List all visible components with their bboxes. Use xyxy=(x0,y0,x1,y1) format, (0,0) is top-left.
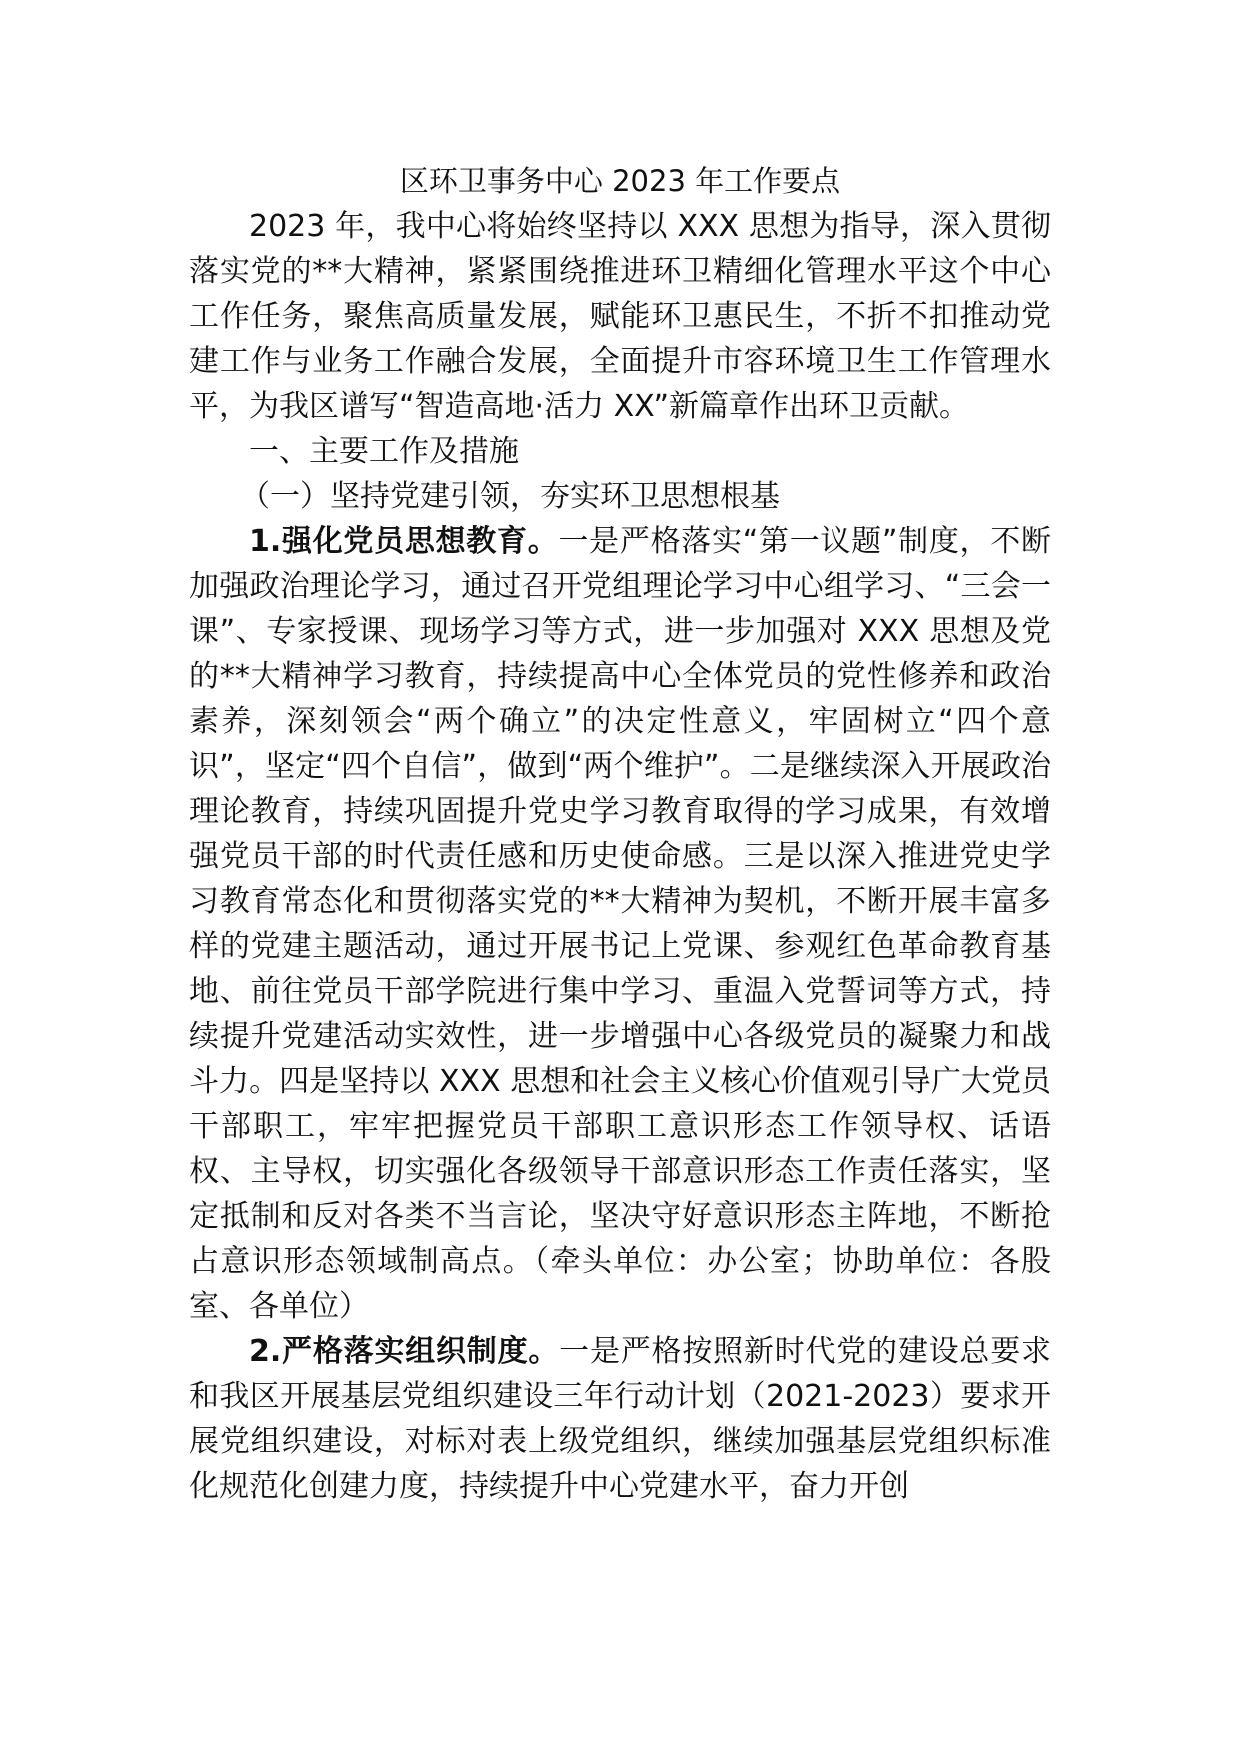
subsection-heading-party-building: （一）坚持党建引领，夯实环卫思想根基 xyxy=(240,479,780,514)
work-item-lead: 1.强化党员思想教育。 xyxy=(249,524,559,559)
work-item-paragraph xyxy=(189,1329,1051,1509)
work-item-paragraph xyxy=(189,519,1051,1329)
intro-paragraph: 2023 年，我中心将始终坚持以 XXX 思想为指导，深入贯彻落实党的**大精神，紧紧围绕推进环卫精细化管理水平这个中心工作任务，聚焦高质量发展，赋能环卫惠民生，不折不扣推动党建工作与业务工作融合发展，全面提升市容环境卫生工作管理水平，为我区谱写“智造高地·活力 XX”新篇章作出环卫贡献。 xyxy=(189,209,1051,424)
work-item-body: 一是严格落实“第一议题”制度，不断加强政治理论学习，通过召开党组理论学习中心组学习、“三会一课”、专家授课、现场学习等方式，进一步加强对 XXX 思想及党的**大精神学习教育，持续提高中心全体党员的党性修养和政治素养，深刻领会“两个确立”的决定性意义，牢固树立“四个意识”，坚定“四个自信”，做到“两个维护”。二是继续深入开展政治理论教育，持续巩固提升党史学习教育取得的学习成果，有效增强党员干部的时代责任感和历史使命感。三是以深入推进党史学习教育常态化和贯彻落实党的**大精神为契机，不断开展丰富多样的党建主题活动，通过开展书记上党课、参观红色革命教育基地、前往党员干部学院进行集中学习、重温入党誓词等方式，持续提升党建活动实效性，进一步增强中心各级党员的凝聚力和战斗力。四是坚持以 XXX 思想和社会主义核心价值观引导广大党员干部职工，牢牢把握党员干部职工意识形态工作领导权、话语权、主导权，切实强化各级领导干部意识形态工作责任落实，坚定抵制和反对各类不当言论，坚决守好意识形态主阵地，不断抢占意识形态领域制高点。（牵头单位：办公室；协助单位：各股室、各单位） xyxy=(189,524,1051,1324)
section-heading-main-work: 一、主要工作及措施 xyxy=(249,434,519,469)
work-item-body: 一是严格按照新时代党的建设总要求和我区开展基层党组织建设三年行动计划（2021-2023）要求开展党组织建设，对标对表上级党组织，继续加强基层党组织标准化规范化创建力度，持续提升中心党建水平，奋力开创 xyxy=(189,1334,1052,1504)
document-title: 区环卫事务中心 2023 年工作要点 xyxy=(399,164,841,198)
document-page xyxy=(189,158,1051,1509)
work-item-lead: 2.严格落实组织制度。 xyxy=(249,1334,560,1369)
